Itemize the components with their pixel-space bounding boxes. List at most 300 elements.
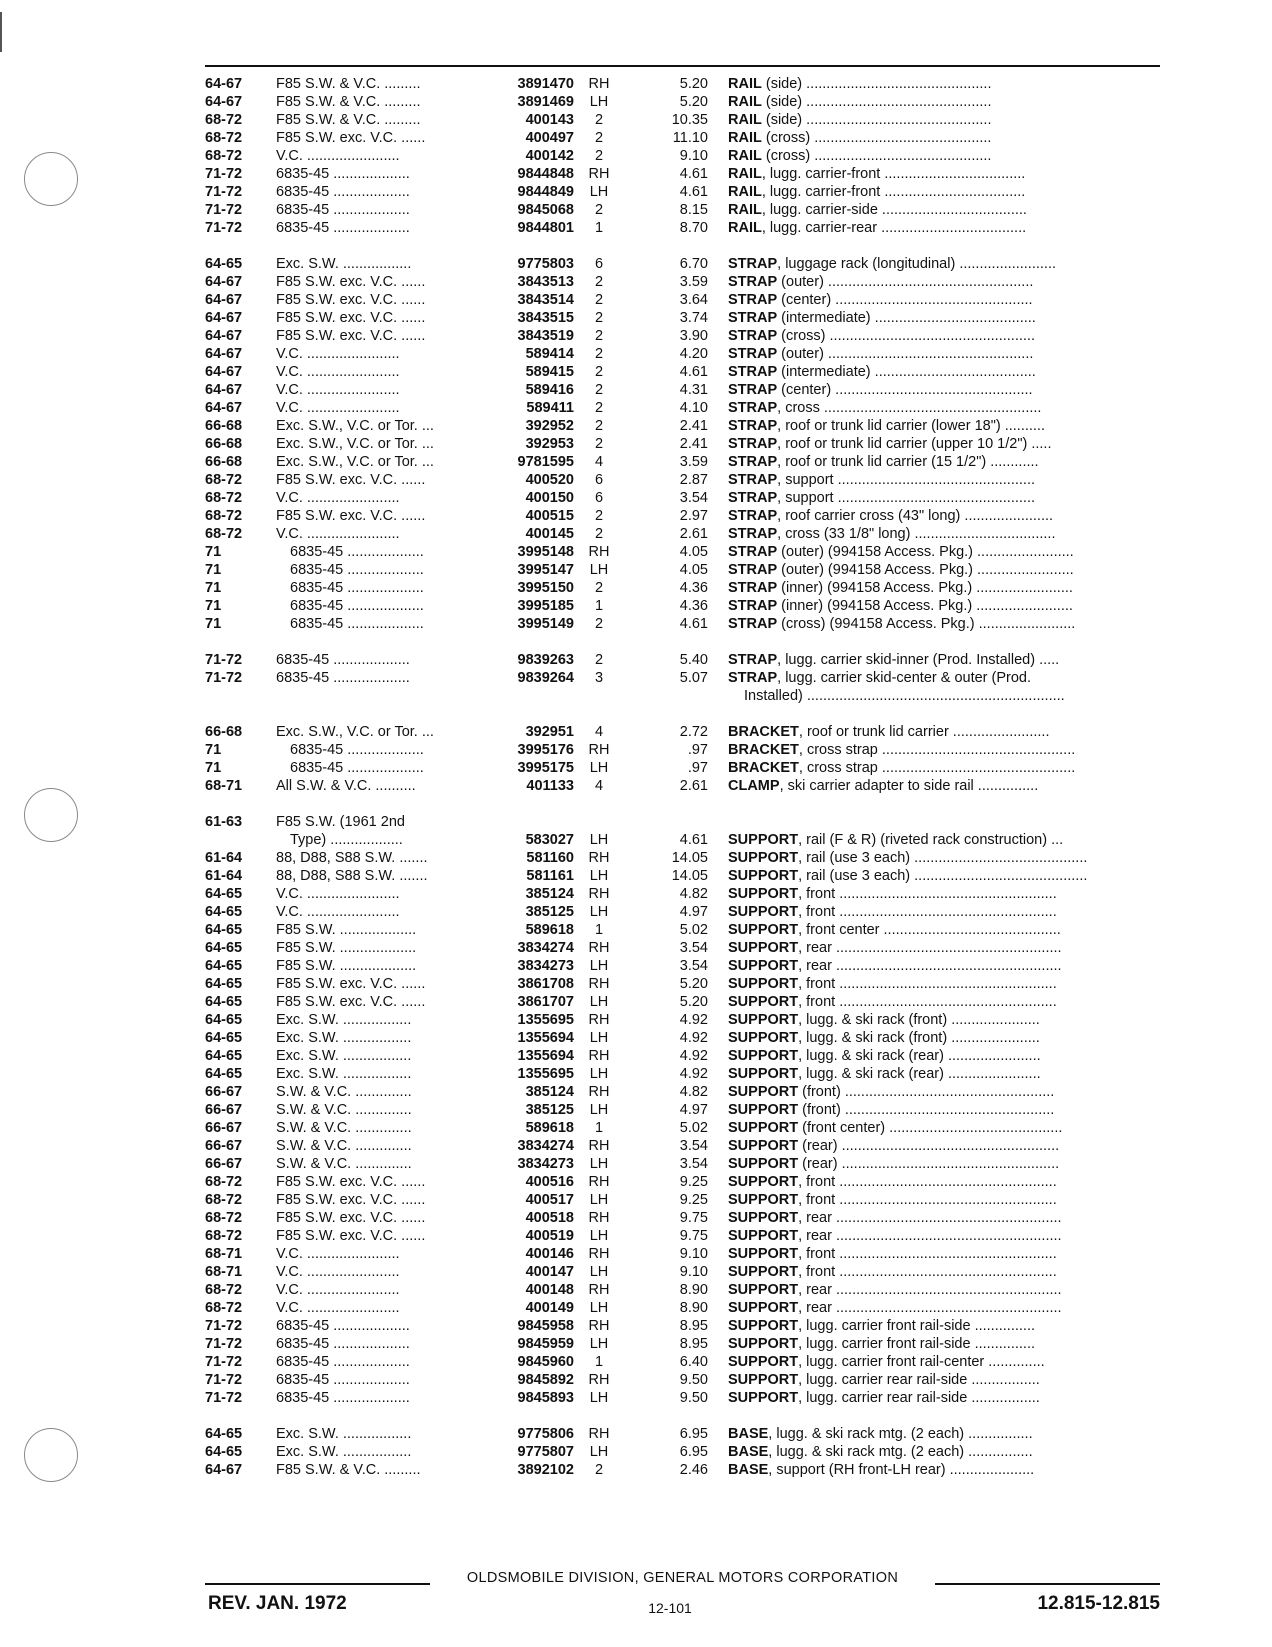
quantity: RH: [588, 166, 610, 182]
quantity: LH: [589, 1156, 609, 1172]
part-name: STRAP: [728, 274, 778, 290]
model-years: 66-67: [205, 1120, 243, 1136]
part-name: SUPPORT: [728, 1156, 799, 1172]
part-number: 3834274: [517, 1138, 574, 1154]
application: 6835-45 ...................: [276, 220, 410, 236]
application: F85 S.W. exc. V.C. ......: [276, 1210, 426, 1226]
part-number: 392952: [525, 418, 574, 434]
catalog-row: [0, 345, 1272, 363]
part-name: STRAP: [728, 292, 778, 308]
application: 88, D88, S88 S.W. .......: [276, 850, 428, 866]
part-name: SUPPORT: [728, 958, 799, 974]
quantity: 4: [594, 724, 604, 740]
part-number: 583027: [525, 832, 574, 848]
application: 6835-45 ...................: [276, 1354, 410, 1370]
description-text: , roof or trunk lid carrier (lower 18") ..........: [777, 418, 1045, 434]
description-text: (intermediate) ........................................: [777, 310, 1036, 326]
application: 6835-45 ...................: [290, 616, 424, 632]
price: 3.74: [679, 310, 708, 326]
model-years: 64-67: [205, 328, 243, 344]
catalog-row: [0, 1227, 1272, 1245]
catalog-row: [0, 75, 1272, 93]
price: 4.97: [679, 1102, 708, 1118]
part-name: STRAP: [728, 382, 778, 398]
description-text: , front ......................................................: [798, 1174, 1057, 1190]
quantity: LH: [589, 1192, 609, 1208]
part-name: SUPPORT: [728, 1264, 799, 1280]
price: 8.95: [679, 1318, 708, 1334]
description: [728, 561, 1164, 579]
model-years: 64-65: [205, 958, 243, 974]
description-text: , lugg. carrier skid-center & outer (Prod.: [777, 670, 1032, 686]
description-text: (rear) ......................................................: [798, 1156, 1060, 1172]
part-name: STRAP: [728, 670, 778, 686]
quantity: 2: [594, 112, 604, 128]
description-text: , front center ............................................: [798, 922, 1061, 938]
part-name: BRACKET: [728, 760, 799, 776]
quantity: RH: [588, 976, 610, 992]
part-name: SUPPORT: [728, 994, 799, 1010]
description: [728, 399, 1164, 417]
catalog-row: [0, 219, 1272, 237]
part-number: 589415: [525, 364, 574, 380]
application: F85 S.W. exc. V.C. ......: [276, 1192, 426, 1208]
model-years: 71-72: [205, 1390, 243, 1406]
model-years: 71-72: [205, 1336, 243, 1352]
description-text: , lugg. carrier-front ...................................: [761, 184, 1026, 200]
catalog-row: [0, 309, 1272, 327]
price: 4.20: [679, 346, 708, 362]
description-text: , front ......................................................: [798, 1246, 1057, 1262]
price: 9.10: [679, 1264, 708, 1280]
quantity: 2: [594, 400, 604, 416]
price: 14.05: [671, 868, 708, 884]
description: [728, 327, 1164, 345]
description: [728, 975, 1164, 993]
application: S.W. & V.C. ..............: [276, 1138, 412, 1154]
description-text: , support .................................................: [777, 490, 1036, 506]
price: 5.20: [679, 76, 708, 92]
part-number: 581161: [526, 868, 574, 884]
quantity: 2: [594, 202, 604, 218]
part-name: STRAP: [728, 526, 778, 542]
description-text: (center) .................................................: [777, 382, 1033, 398]
description: [728, 849, 1164, 867]
part-name: STRAP: [728, 544, 778, 560]
price: 2.46: [679, 1462, 708, 1478]
part-name: RAIL: [728, 94, 762, 110]
description-text: (rear) ......................................................: [798, 1138, 1060, 1154]
part-name: CLAMP: [728, 778, 780, 794]
part-name: RAIL: [728, 112, 762, 128]
description-text: , ski carrier adapter to side rail ...............: [779, 778, 1039, 794]
catalog-row: [0, 1461, 1272, 1479]
model-years: 66-68: [205, 436, 243, 452]
description: [728, 1335, 1164, 1353]
part-number: 9844849: [517, 184, 574, 200]
description: [728, 615, 1164, 633]
price: 6.70: [679, 256, 708, 272]
price: 6.95: [679, 1426, 708, 1442]
description: [728, 219, 1164, 237]
price: 9.25: [679, 1174, 708, 1190]
price: 2.72: [679, 724, 708, 740]
model-years: 66-67: [205, 1156, 243, 1172]
application: 6835-45 ...................: [276, 1372, 410, 1388]
part-number: 401133: [526, 778, 574, 794]
price: 9.50: [679, 1390, 708, 1406]
part-number: 400515: [525, 508, 574, 524]
part-name: SUPPORT: [728, 1228, 799, 1244]
quantity: 4: [594, 454, 604, 470]
description-text: (front center) ...........................................: [798, 1120, 1063, 1136]
part-name: STRAP: [728, 418, 778, 434]
description: [728, 453, 1164, 471]
description: [728, 111, 1164, 129]
model-years: 71: [205, 742, 222, 758]
description: [728, 1209, 1164, 1227]
description-text: , front ......................................................: [798, 1192, 1057, 1208]
part-number: 3995175: [517, 760, 574, 776]
quantity: LH: [589, 94, 609, 110]
price: 3.59: [679, 274, 708, 290]
catalog-row: [0, 597, 1272, 615]
description-text: , lugg. carrier rear rail-side .................: [798, 1390, 1040, 1406]
quantity: RH: [588, 1084, 610, 1100]
model-years: 68-72: [205, 112, 243, 128]
part-number: 400520: [525, 472, 574, 488]
model-years: 64-65: [205, 1048, 243, 1064]
catalog-row: [0, 1299, 1272, 1317]
application: 6835-45 ...................: [276, 1390, 410, 1406]
description-text: (center) .................................................: [777, 292, 1033, 308]
price: 14.05: [671, 850, 708, 866]
application: F85 S.W. & V.C. .........: [276, 76, 421, 92]
part-number: 400147: [525, 1264, 574, 1280]
description: [728, 1011, 1164, 1029]
part-number: 589618: [525, 1120, 574, 1136]
application: 6835-45 ...................: [276, 1318, 410, 1334]
price: 9.75: [679, 1210, 708, 1226]
part-name: BASE: [728, 1444, 769, 1460]
description-text: , front ......................................................: [798, 1264, 1057, 1280]
quantity: LH: [589, 1444, 609, 1460]
part-name: SUPPORT: [728, 1300, 799, 1316]
description-text: , rail (use 3 each) ...........................................: [798, 850, 1088, 866]
application: S.W. & V.C. ..............: [276, 1120, 412, 1136]
model-years: 64-67: [205, 1462, 243, 1478]
catalog-row: [0, 741, 1272, 759]
price: 2.61: [679, 526, 708, 542]
model-years: 71-72: [205, 1354, 243, 1370]
description: [728, 867, 1164, 885]
model-years: 64-65: [205, 1444, 243, 1460]
description: [728, 93, 1164, 111]
part-number: 1355694: [517, 1048, 574, 1064]
catalog-row: [0, 291, 1272, 309]
part-number: 9845892: [517, 1372, 574, 1388]
catalog-row: [0, 1101, 1272, 1119]
description-text: (front) ....................................................: [798, 1084, 1055, 1100]
footer-rule-right: [935, 1583, 1160, 1585]
model-years: 64-65: [205, 940, 243, 956]
quantity: RH: [588, 544, 610, 560]
model-years: 64-67: [205, 346, 243, 362]
part-name: SUPPORT: [728, 1138, 799, 1154]
model-years: 71-72: [205, 1318, 243, 1334]
catalog-row: [0, 1119, 1272, 1137]
quantity: RH: [588, 1048, 610, 1064]
catalog-row: [0, 1245, 1272, 1263]
model-years: 68-71: [205, 778, 243, 794]
price: 5.20: [679, 976, 708, 992]
part-number: 400150: [525, 490, 574, 506]
part-number: 3843515: [517, 310, 574, 326]
application: V.C. .......................: [276, 1300, 400, 1316]
model-years: 64-67: [205, 94, 243, 110]
part-number: 589411: [526, 400, 574, 416]
description-text: , support .................................................: [777, 472, 1036, 488]
description: [728, 1371, 1164, 1389]
catalog-row: [0, 1191, 1272, 1209]
description: [728, 1083, 1164, 1101]
quantity: 2: [594, 148, 604, 164]
part-number: 9845893: [517, 1390, 574, 1406]
price: 11.10: [672, 130, 708, 146]
description-text: (outer) ...................................................: [777, 346, 1034, 362]
catalog-row: [0, 813, 1272, 831]
price: 4.36: [679, 598, 708, 614]
model-years: 64-67: [205, 76, 243, 92]
catalog-row: [0, 1137, 1272, 1155]
part-name: SUPPORT: [728, 832, 799, 848]
quantity: RH: [588, 1282, 610, 1298]
price: 8.95: [679, 1336, 708, 1352]
price: 3.90: [679, 328, 708, 344]
application: V.C. .......................: [276, 1246, 400, 1262]
description: [728, 363, 1164, 381]
part-name: STRAP: [728, 400, 778, 416]
part-name: SUPPORT: [728, 1030, 799, 1046]
description-text: , rear ........................................................: [798, 1210, 1062, 1226]
catalog-row: [0, 399, 1272, 417]
application: F85 S.W. ...................: [276, 958, 417, 974]
part-name: STRAP: [728, 472, 778, 488]
model-years: 68-72: [205, 1192, 243, 1208]
description: [728, 1263, 1164, 1281]
catalog-row: [0, 993, 1272, 1011]
quantity: 2: [594, 130, 604, 146]
quantity: LH: [589, 1300, 609, 1316]
quantity: 2: [594, 364, 604, 380]
part-name: STRAP: [728, 346, 778, 362]
price: 2.87: [679, 472, 708, 488]
quantity: 2: [594, 616, 604, 632]
part-name: SUPPORT: [728, 1120, 799, 1136]
model-years: 61-63: [205, 814, 243, 830]
part-number: 3843513: [517, 274, 574, 290]
description: [728, 1155, 1164, 1173]
price: 4.10: [679, 400, 708, 416]
catalog-row: [0, 1083, 1272, 1101]
quantity: 6: [594, 472, 604, 488]
application: Exc. S.W., V.C. or Tor. ...: [276, 436, 434, 452]
model-years: 68-72: [205, 526, 243, 542]
footer-page-number: 12-101: [648, 1600, 692, 1616]
part-number: 3861707: [517, 994, 574, 1010]
description: [728, 1461, 1164, 1479]
part-name: SUPPORT: [728, 1102, 799, 1118]
price: 8.70: [679, 220, 708, 236]
part-number: 9844848: [517, 166, 574, 182]
part-name: STRAP: [728, 580, 778, 596]
description-text: (outer) ...................................................: [777, 274, 1034, 290]
description-text: , front ......................................................: [798, 994, 1057, 1010]
catalog-row: [0, 201, 1272, 219]
description-text: , cross (33 1/8" long) ...................................: [777, 526, 1056, 542]
description: [728, 1245, 1164, 1263]
part-number: 3995150: [517, 580, 574, 596]
catalog-row: [0, 129, 1272, 147]
catalog-row: [0, 1425, 1272, 1443]
quantity: LH: [589, 760, 609, 776]
quantity: RH: [588, 1318, 610, 1334]
application: Exc. S.W. .................: [276, 1048, 412, 1064]
quantity: 4: [594, 778, 604, 794]
price: 6.95: [679, 1444, 708, 1460]
part-name: STRAP: [728, 562, 778, 578]
part-number: 9775803: [517, 256, 574, 272]
price: 3.54: [679, 1156, 708, 1172]
part-name: SUPPORT: [728, 940, 799, 956]
application: 6835-45 ...................: [276, 184, 410, 200]
part-name: SUPPORT: [728, 1174, 799, 1190]
price: 2.61: [679, 778, 708, 794]
part-number: 3834273: [517, 958, 574, 974]
price: 3.54: [679, 958, 708, 974]
application: V.C. .......................: [276, 346, 400, 362]
catalog-row: [0, 273, 1272, 291]
description-text: (cross) ...................................................: [777, 328, 1035, 344]
application: F85 S.W. ...................: [276, 940, 417, 956]
application: F85 S.W. & V.C. .........: [276, 94, 421, 110]
catalog-row: [0, 669, 1272, 687]
price: 9.10: [679, 148, 708, 164]
part-name: RAIL: [728, 166, 762, 182]
model-years: 68-72: [205, 472, 243, 488]
part-name: RAIL: [728, 184, 762, 200]
description-text: (side) ..............................................: [761, 94, 992, 110]
price: 4.31: [679, 382, 708, 398]
price: 2.97: [679, 508, 708, 524]
application: F85 S.W. ...................: [276, 922, 417, 938]
application: 6835-45 ...................: [290, 742, 424, 758]
part-number: 3891470: [517, 76, 574, 92]
description-text: (side) ..............................................: [761, 76, 992, 92]
catalog-row: [0, 579, 1272, 597]
part-number: 3891469: [517, 94, 574, 110]
application: F85 S.W. exc. V.C. ......: [276, 976, 426, 992]
model-years: 64-65: [205, 1012, 243, 1028]
quantity: LH: [589, 1102, 609, 1118]
description: [728, 723, 1164, 741]
description: [728, 921, 1164, 939]
price: 4.82: [679, 886, 708, 902]
quantity: LH: [589, 1030, 609, 1046]
quantity: RH: [588, 742, 610, 758]
price: 3.64: [679, 292, 708, 308]
footer-rule-left: [205, 1583, 430, 1585]
model-years: 68-72: [205, 1210, 243, 1226]
model-years: 68-71: [205, 1246, 243, 1262]
quantity: RH: [588, 1138, 610, 1154]
description: [728, 1299, 1164, 1317]
description: [728, 957, 1164, 975]
application: 6835-45 ...................: [290, 580, 424, 596]
description-text: , roof or trunk lid carrier ........................: [798, 724, 1050, 740]
part-number: 400148: [525, 1282, 574, 1298]
quantity: RH: [588, 1372, 610, 1388]
catalog-row: [0, 1029, 1272, 1047]
description-text: , rear ........................................................: [798, 1228, 1062, 1244]
part-name: BASE: [728, 1426, 769, 1442]
description: [728, 831, 1164, 849]
quantity: LH: [589, 1228, 609, 1244]
part-number: 400145: [525, 526, 574, 542]
part-number: 1355694: [517, 1030, 574, 1046]
part-number: 385125: [525, 904, 574, 920]
description-text: (outer) (994158 Access. Pkg.) ........................: [777, 562, 1074, 578]
quantity: LH: [589, 904, 609, 920]
catalog-row: [0, 849, 1272, 867]
model-years: 68-72: [205, 148, 243, 164]
model-years: 68-72: [205, 490, 243, 506]
part-name: BRACKET: [728, 724, 799, 740]
part-number: 400516: [525, 1174, 574, 1190]
application: Exc. S.W., V.C. or Tor. ...: [276, 454, 434, 470]
description-text: , roof or trunk lid carrier (upper 10 1/2") .....: [777, 436, 1052, 452]
model-years: 71: [205, 580, 222, 596]
application: Type) ..................: [290, 832, 403, 848]
application: Exc. S.W. .................: [276, 1444, 412, 1460]
model-years: 71-72: [205, 220, 243, 236]
description-text: , front ......................................................: [798, 904, 1057, 920]
part-number: 9775807: [517, 1444, 574, 1460]
description: [728, 651, 1164, 669]
application: V.C. .......................: [276, 400, 400, 416]
part-number: 9845958: [517, 1318, 574, 1334]
price: 5.20: [679, 994, 708, 1010]
price: 4.36: [679, 580, 708, 596]
application: 6835-45 ...................: [276, 1336, 410, 1352]
price: 4.61: [679, 364, 708, 380]
description: [728, 201, 1164, 219]
application: F85 S.W. exc. V.C. ......: [276, 274, 426, 290]
quantity: 2: [594, 526, 604, 542]
description-text: , rail (use 3 each) ...........................................: [798, 868, 1088, 884]
price: 4.61: [679, 616, 708, 632]
quantity: 2: [594, 346, 604, 362]
catalog-row: [0, 255, 1272, 273]
part-number: 9845960: [517, 1354, 574, 1370]
part-name: BASE: [728, 1462, 769, 1478]
quantity: RH: [588, 1210, 610, 1226]
part-name: SUPPORT: [728, 1012, 799, 1028]
price: 4.61: [679, 166, 708, 182]
part-name: SUPPORT: [728, 1084, 799, 1100]
footer-section-code: 12.815-12.815: [1037, 1593, 1160, 1614]
catalog-row: [0, 723, 1272, 741]
